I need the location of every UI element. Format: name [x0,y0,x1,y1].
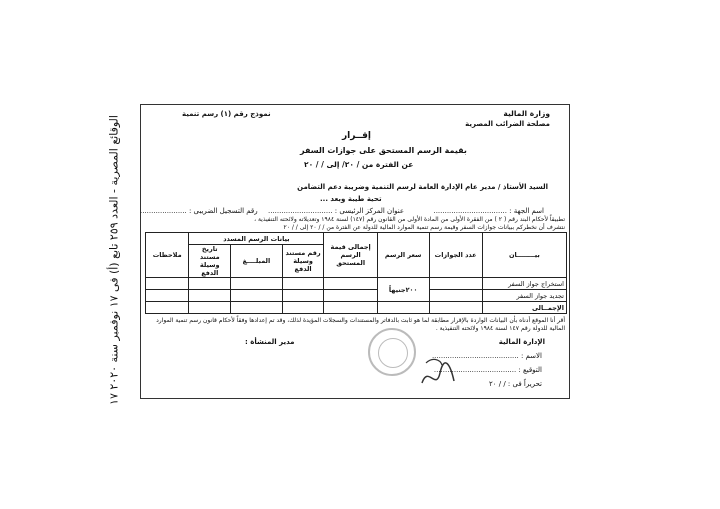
title-sub: بقيمة الرسم المستحق على جوازات السفر [300,146,467,155]
official-seal-stamp [368,328,416,376]
row-label: تجديد جواز السفر [482,290,566,302]
title-main: إقــرار [342,131,371,141]
col-fee: سعر الرسم [377,233,429,278]
date-field: تحريراً فى : / / ٢٠ [489,380,542,388]
ministry-label: وزارة المالية [503,109,550,118]
col-total-due: إجمالى قيمة الرسم المستحق [324,233,377,278]
manager-label: مدير المنشأة : [245,338,295,346]
col-count: عدد الجوازات [429,233,482,278]
handwritten-signature [418,355,458,395]
table-row [146,302,567,314]
row-label: الإجمــالى [482,302,566,314]
tax-registration-field: رقم التسجيل الضريبى : ..................... [140,207,258,215]
col-notes: ملاحظات [146,233,189,278]
notification-paragraph: نتشرف أن نخطركم ببيانات جوازات السفر وقيمة رسم تنمية الموارد المالية للدولة عن الفترة من / / ٢٠ إلى / / ٢٠ [283,224,565,231]
main-address-field: عنوان المركز الرئيسى : ............................. [268,207,405,215]
entity-name-field: اسم الجهة : ................................. [433,207,544,215]
authority-label: مصلحة الضرائب المصرية [465,120,550,128]
row-label: استخراج جواز السفر [482,278,566,290]
gazette-side-caption [104,115,124,405]
col-paid-group: بيانات الرسم المسدد [189,233,324,245]
title-period: عن الفترة من / ٢٠/ إلى / / ٢٠ [304,160,414,169]
legal-basis-paragraph: تطبيقاً لأحكام البند رقم ( ٢ ) من الفقرة الأولى من المادة الأولى من القانون رقم (١٤٧) لسنة ١٩٨٤ وتعديلاته ولائحته التنفيذية ، [254,216,565,223]
addressee-line: السيد الأستاذ / مدير عام الإدارة العامة لرسم التنمية وضريبة دعم التضامن [297,183,548,191]
greeting-line: تحية طيبة وبعد ... [320,195,382,203]
declaration-paragraph: أقر أنا الموقع أدناه بأن البيانات الواردة بالإقرار مطابقة لما هو ثابت بالدفاتر والمستندات والسجلات المؤيدة لذلك، وقد تم إعدادها وفقاً لأحكام قانون رسم تنمية الموارد المالية للدولة رقم ١٤٧ لسنة ١٩٨٤ ولائحته التنفيذية . [156,317,565,332]
col-amount: المبلــــغ [231,245,283,278]
signature-field: التوقيع : ..................................... [433,366,542,374]
passport-fee-table [145,232,567,314]
finance-dept-label: الإدارة المالية [498,338,545,346]
side-caption-text: الوقائع المصرية - العدد ٢٥٩ تابع (أ) فى ١٧ نوفمبر سنة ٢٠٢٠ ١٧ [107,115,121,405]
name-field: الاسم : ....................................... [431,352,542,360]
fee-value: ٢٠٠جنيهاً [377,278,429,302]
table-row [146,278,567,290]
col-doc-number: رقم مستند وسيلة الدفع [282,245,324,278]
table-row [146,290,567,302]
col-statement: بيــــــــان [482,233,566,278]
col-doc-date: تاريخ مستند وسيلة الدفع [189,245,231,278]
form-number-label: نموذج رقم (١) رسم تنمية [182,110,271,118]
